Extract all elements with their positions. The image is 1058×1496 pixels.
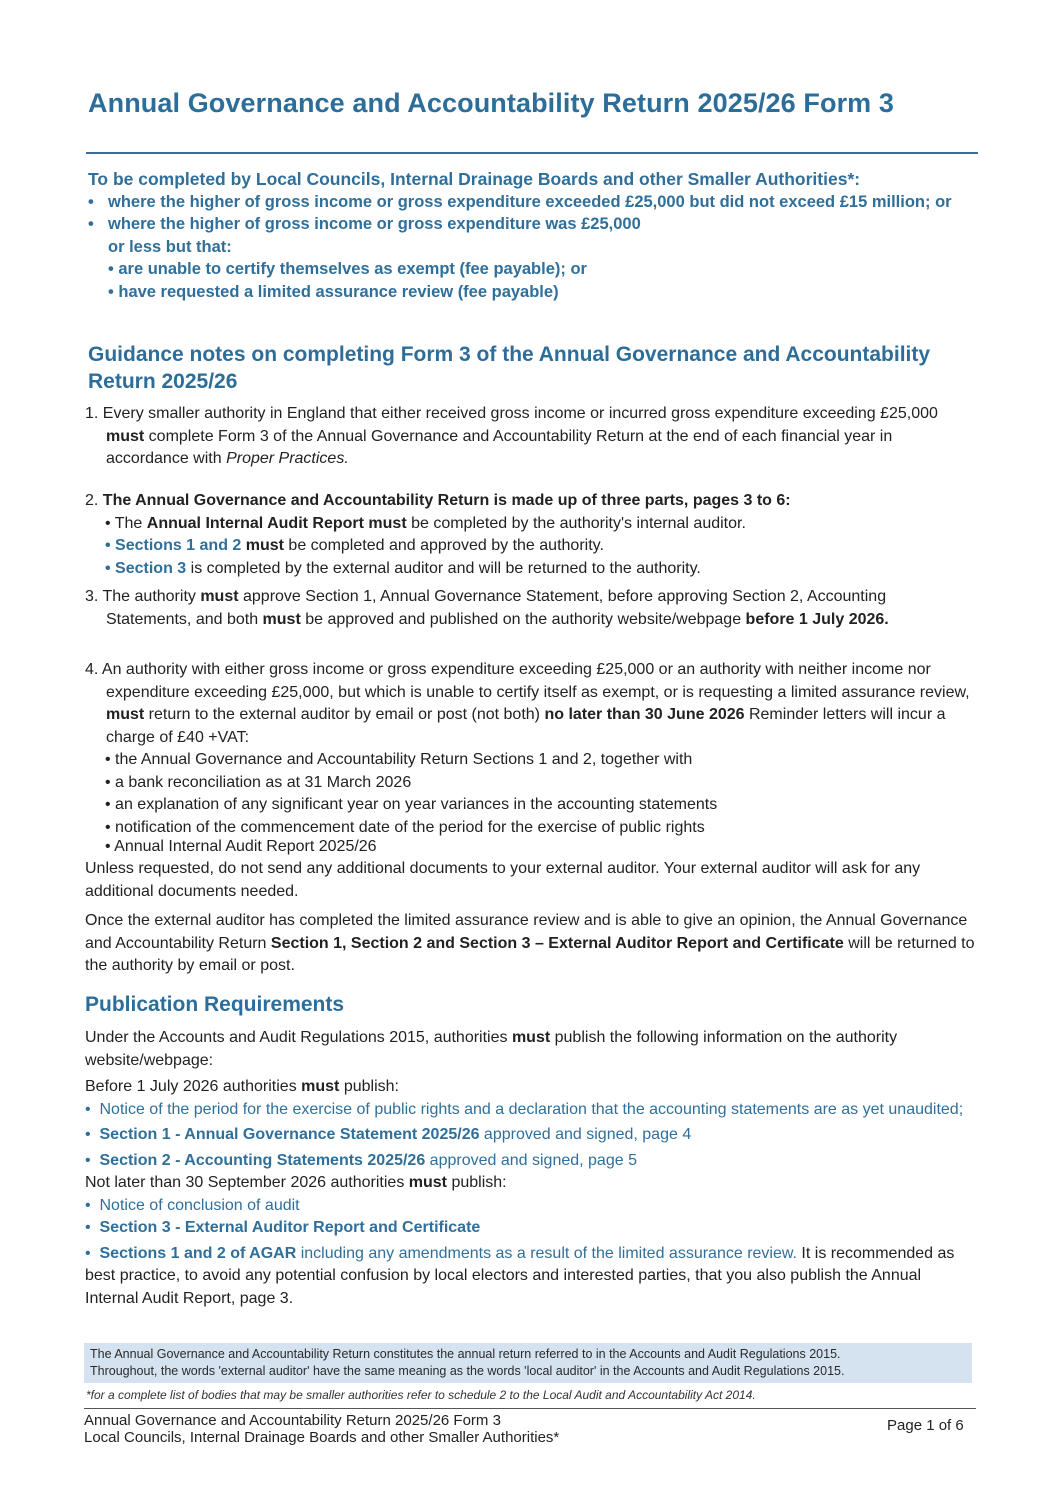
title-divider	[86, 152, 978, 154]
guidance-item-1: 1. Every smaller authority in England that either received gross income or incurred gross expenditure exceeding £25,000 must complete Form 3 of the Annual Governance and Accountability Return at the end of each financial year in accordance with Proper Practices.	[85, 405, 938, 467]
applicability-bullet: • where the higher of gross income or gross expenditure exceeded £25,000 but did not exceed £15 million; or	[88, 192, 952, 211]
guidance-item-4-list-item: • Annual Internal Audit Report 2025/26	[105, 838, 377, 855]
definitions-note: The Annual Governance and Accountability Return constitutes the annual return referred to in the Accounts and Audit Regulations 2015. Throughout, the words 'external auditor' have the same meaning as the words 'local auditor' in the Accounts and Audit Regulations 2015.	[84, 1343, 972, 1383]
guidance-item-4-list-item: • notification of the commencement date of the period for the exercise of public rights	[105, 818, 705, 836]
footer-divider	[84, 1408, 976, 1409]
publication-bullet: • Sections 1 and 2 of AGAR including any amendments as a result of the limited assurance review. It is recommended as best practice, to avoid any potential confusion by local electors and interested parties, that you also publish the Annual Internal Audit Report, page 3.	[85, 1244, 955, 1307]
guidance-item-4-list-item: • a bank reconciliation as at 31 March 2026	[105, 773, 412, 791]
publication-bullet: • Section 2 - Accounting Statements 2025/26 approved and signed, page 5	[85, 1151, 637, 1169]
guidance-item-3: 3. The authority must approve Section 1, Annual Governance Statement, before approving Section 2, Accounting Statements, and both must be approved and published on the authority website/webpage before 1 July 2026.	[85, 588, 889, 628]
publication-heading: Publication Requirements	[85, 993, 345, 1016]
publication-list: Before 1 July 2026 authorities must publish: • Notice of the period for the exercise of public rights and a declaration that the accounting statements are as yet unaudited; • Section 1 - Annual Governance Statement 2025/26 approved and signed, page 4 • Section 2 - Accounting Statements 2025/26 approved and signed, page 5 Not later than 30 September 2026 authorities must publish: • Notice of conclusion of audit • Section 3 - External Auditor Report and Certificate • Sections 1 and 2 of AGAR including any amendments as a result of the limited assurance review. It is recommended as best practice, to avoid any potential confusion by local electors and interested parties, that you also publish the Annual Internal Audit Report, page 3.	[85, 1076, 975, 1310]
publication-intro: Under the Accounts and Audit Regulations 2015, authorities must publish the following information on the authority website/webpage:	[85, 1029, 898, 1069]
guidance-item-2-sub: • Section 3 is completed by the external auditor and will be returned to the authority.	[105, 559, 701, 577]
applicability-bullet: • where the higher of gross income or gross expenditure was £25,000	[88, 215, 641, 233]
footer: Annual Governance and Accountability Return 2025/26 Form 3 Local Councils, Internal Drainage Boards and other Smaller Authorities*	[84, 1412, 560, 1446]
publication-bullet: • Section 1 - Annual Governance Statement 2025/26 approved and signed, page 4	[85, 1126, 692, 1143]
publication-bullet: • Section 3 - External Auditor Report and Certificate	[85, 1219, 481, 1236]
applicability-sub-bullet: • have requested a limited assurance review (fee payable)	[108, 282, 559, 301]
applicability-section	[88, 168, 988, 303]
guidance-item-4-list-item: • an explanation of any significant year on year variances in the accounting statements	[105, 796, 718, 813]
guidance-unless-paragraph: Unless requested, do not send any additional documents to your external auditor. Your external auditor will ask for any additional documents needed.	[85, 860, 921, 900]
guidance-once-paragraph: Once the external auditor has completed the limited assurance review and is able to give an opinion, the Annual Governance and Accountability Return Section 1, Section 2 and Section 3 – External Auditor Report and Certificate will be returned to the authority by email or post.	[85, 912, 975, 974]
guidance-item-2-sub: • The Annual Internal Audit Report must be completed by the authority's internal auditor.	[105, 514, 746, 532]
applicability-bullet-cont: or less but that:	[108, 237, 232, 256]
footnote: *for a complete list of bodies that may be smaller authorities refer to schedule 2 to the Local Audit and Accountability Act 2014.	[86, 1388, 756, 1402]
applicability-sub-bullet: • are unable to certify themselves as exempt (fee payable); or	[108, 260, 587, 278]
guidance-item-2-sub: • Sections 1 and 2 must be completed and approved by the authority.	[105, 537, 604, 554]
guidance-item-4: 4. An authority with either gross income or gross expenditure exceeding £25,000 or an authority with neither income nor expenditure exceeding £25,000, but which is unable to certify itself as exempt, or is requesting a limited assurance review, must return to the external auditor by email or post (not both) no later than 30 June 2026 Reminder letters will incur a charge of £40 +VAT: • the Annual Governance and Accountability Return Sections 1 and 2, together with • a bank reconciliation as at 31 March 2026 • an explanation of any significant year on year variances in the accounting statements • notification of the commencement date of the period for the exercise of public rights • Annual Internal Audit Report 2025/26	[85, 659, 975, 855]
guidance-heading: Guidance notes on completing Form 3 of the Annual Governance and Accountability Return 2025/26	[88, 343, 931, 393]
page-title: Annual Governance and Accountability Return 2025/26 Form 3	[88, 88, 895, 118]
publication-bullet: • Notice of conclusion of audit	[85, 1196, 300, 1214]
page-number: Page 1 of 6	[887, 1417, 964, 1434]
guidance-item-2: 2. The Annual Governance and Accountability Return is made up of three parts, pages 3 to 6: • The Annual Internal Audit Report must be completed by the authority's internal auditor. • Sections 1 and 2 must be completed and approved by the authority. • Section 3 is completed by the external auditor and will be returned to the authority.	[85, 490, 975, 580]
publication-bullet: • Notice of the period for the exercise of public rights and a declaration that the accounting statements are as yet unaudited;	[85, 1100, 964, 1118]
guidance-item-4-list-item: • the Annual Governance and Accountability Return Sections 1 and 2, together with	[105, 751, 693, 768]
applicability-lead: To be completed by Local Councils, Internal Drainage Boards and other Smaller Authorities*:	[88, 169, 861, 189]
